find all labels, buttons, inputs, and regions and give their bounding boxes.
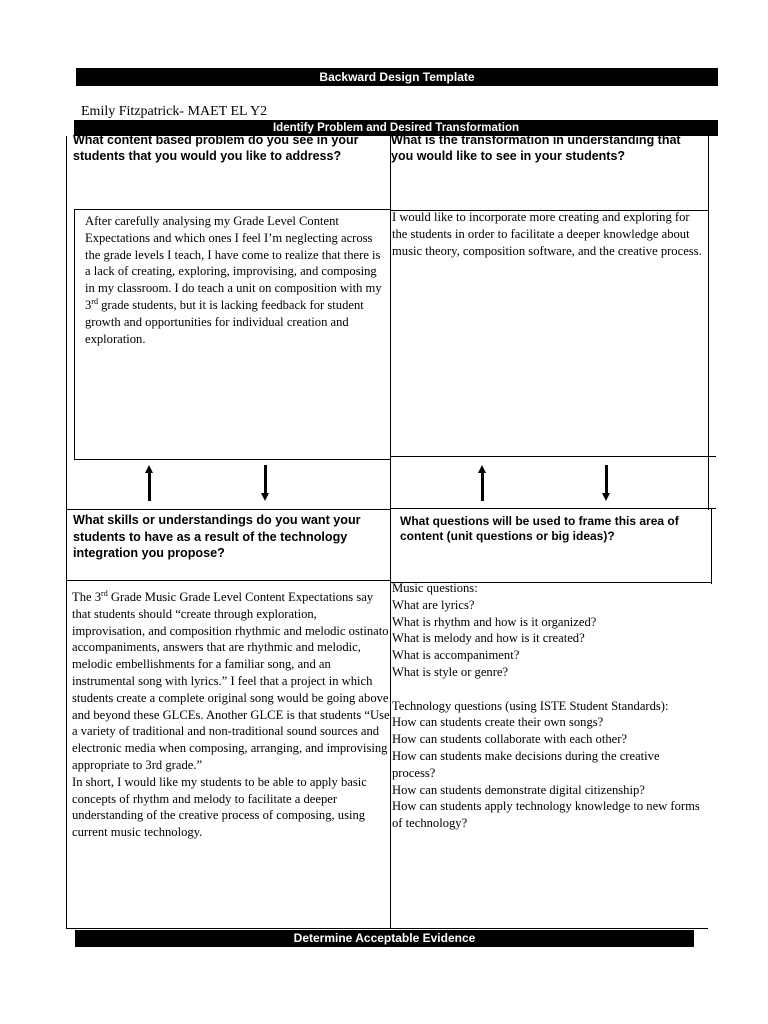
section-bar-acceptable-evidence: [75, 930, 694, 947]
answer1-box-left: [74, 209, 75, 460]
answer-text-part1: After carefully analysing my Grade Level Content Expectations and which ones I feel I’m neglecting across the grade levels I teach, I have come to realize that there is a lack of creating, exploring, improvising, and composing in my classroom. I do teach a unit on composition with my 3: [85, 214, 382, 312]
answer-skills-understandings: [72, 589, 390, 841]
list-item: What is melody and how is it created?: [392, 631, 585, 646]
document-title: Backward Design Template: [319, 70, 475, 84]
list-item: What are lyrics?: [392, 597, 475, 612]
list-item: What is rhythm and how is it organized?: [392, 614, 597, 629]
list-item: Music questions:: [392, 581, 478, 595]
arrow-down-icon: [261, 465, 270, 501]
arrow-down-icon: [602, 465, 611, 501]
question-skills-understandings: What skills or understandings do you want your students to have as a result of the technology integration you propose?: [73, 513, 361, 560]
answer-text-part2: grade students, but it is lacking feedback for student growth and opportunities for individual creation and exploration.: [85, 297, 364, 346]
outer-left-border: [66, 136, 67, 929]
list-item: How can students make decisions during the creative process?: [392, 748, 660, 780]
list-item: How can students apply technology knowledge to new forms of technology?: [392, 799, 700, 831]
q4-box-right: [711, 508, 712, 584]
list-spacer: [392, 681, 706, 698]
question-framing-questions: What questions will be used to frame this area of content (unit questions or big ideas)?: [400, 514, 679, 543]
row-line-3-right: [390, 508, 716, 509]
list-item: What is accompaniment?: [392, 648, 520, 663]
list-item: What is style or genre?: [392, 664, 509, 679]
section-title: Identify Problem and Desired Transformation: [272, 122, 520, 134]
ordinal-suffix: rd: [91, 296, 98, 306]
table-bottom: [66, 928, 708, 929]
answer-text-part2: Grade Music Grade Level Content Expectations say that students should “create through exploration, improvisation, and composition rhythmic and melodic ostinato accompaniments, answers that are rhythmic and melodic, melodic embellishments for a familiar song, and an instrumental song with lyrics.” I feel that a project in which students create a complete original song would be going above and beyond these GLCEs. Another GLCE is that students “Use a variety of traditional and non-traditional sound sources and electronic media when composing, arranging, and improvising appropriate to 3rd grade.”: [72, 590, 390, 772]
section-title: Determine Acceptable Evidence: [293, 931, 476, 945]
author-line: Emily Fitzpatrick- MAET EL Y2: [81, 104, 268, 119]
answer-paragraph-summary: In short, I would like my students to be able to apply basic concepts of rhythm and melody to facilitate a deeper understanding of the creative process of composing, using current music technology.: [72, 774, 367, 840]
answer-framing-questions: [392, 580, 706, 832]
arrow-up-icon: [478, 465, 487, 501]
row-line-3-left: [66, 509, 390, 510]
row-line-2-left: [74, 459, 390, 460]
answer-text-part1: The 3: [72, 590, 102, 604]
center-divider: [390, 136, 391, 929]
question-content-problem: What content based problem do you see in your students that you would you like to address?: [73, 133, 359, 163]
list-item: How can students demonstrate digital citizenship?: [392, 782, 645, 797]
list-item: Technology questions (using ISTE Student Standards):: [392, 698, 669, 713]
answer-content-problem: [85, 213, 383, 347]
row-line-2-right: [390, 456, 716, 457]
row-line-4-left: [66, 580, 390, 581]
answer-transformation: I would like to incorporate more creating and exploring for the students in order to facilitate a deeper knowledge about music theory, composition software, and the creative process.: [392, 210, 702, 258]
question-transformation: What is the transformation in understanding that you would like to see in your students?: [391, 133, 681, 163]
list-item: How can students collaborate with each other?: [392, 732, 627, 747]
answer-paragraph-glce: [72, 589, 390, 774]
answer1-box-top: [74, 209, 390, 210]
title-bar: [76, 68, 718, 86]
list-item: How can students create their own songs?: [392, 715, 604, 730]
ordinal-suffix: rd: [101, 588, 108, 598]
arrow-up-icon: [145, 465, 154, 501]
outer-right-border: [708, 136, 709, 510]
